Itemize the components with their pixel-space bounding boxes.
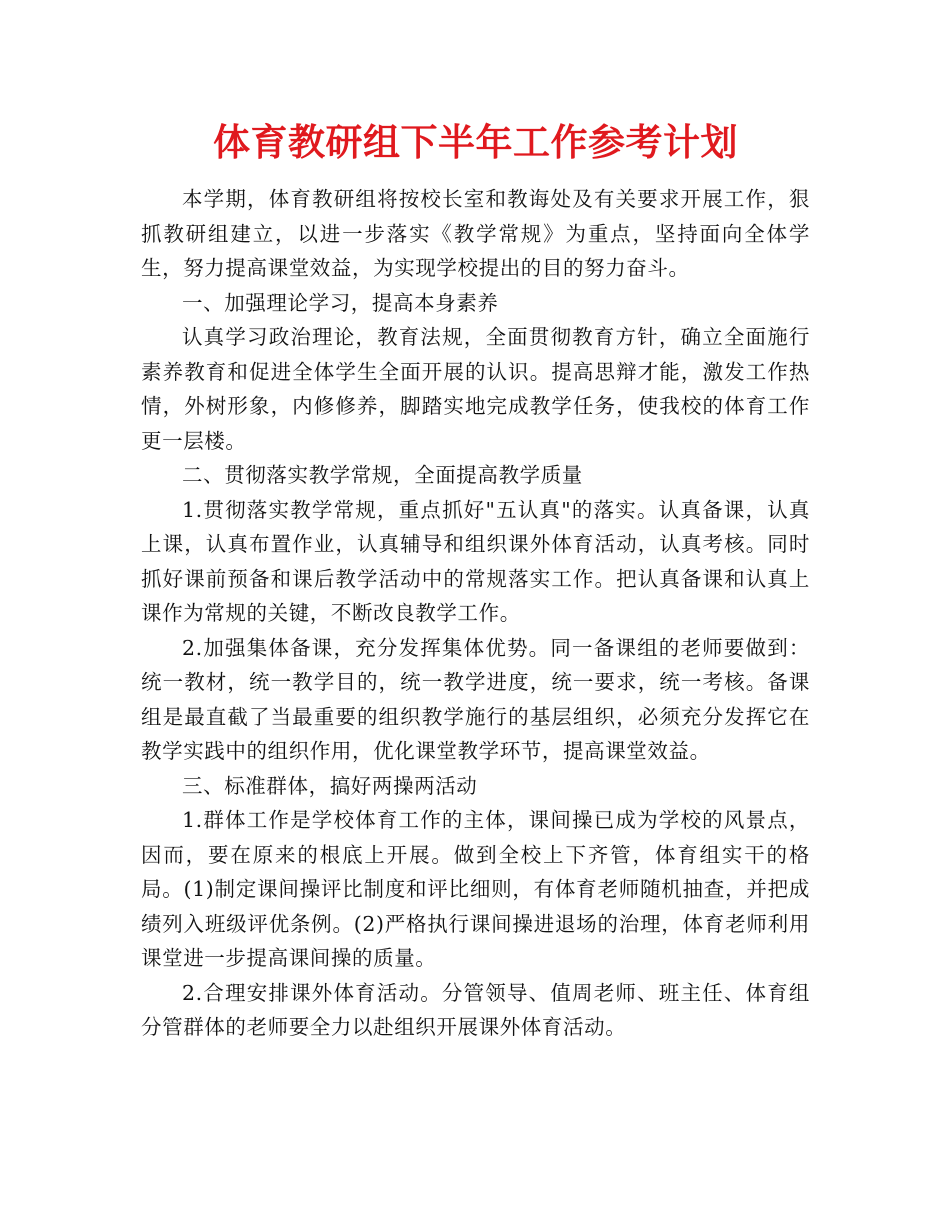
- paragraph-section-1: 认真学习政治理论，教育法规，全面贯彻教育方针，确立全面施行素养教育和促进全体学生全面开展的认识。提高思辩才能，激发工作热情，外树形象，内修修养，脚踏实地完成教学任务，使我校的体育工作更一层楼。: [141, 325, 810, 453]
- section-heading-2: 二、贯彻落实教学常规，全面提高教学质量: [182, 463, 583, 487]
- paragraph-section-3-item-2: 2.合理安排课外体育活动。分管领导、值周老师、班主任、体育组分管群体的老师要全力以赴组织开展课外体育活动。: [141, 980, 810, 1039]
- paragraph-section-2-item-1: 1.贯彻落实教学常规，重点抓好"五认真"的落实。认真备课，认真上课，认真布置作业，认真辅导和组织课外体育活动，认真考核。同时抓好课前预备和课后教学活动中的常规落实工作。把认真备课和认真上课作为常规的关键，不断改良教学工作。: [141, 497, 810, 625]
- section-heading-1: 一、加强理论学习，提高本身素养: [182, 290, 499, 315]
- document-body: [141, 182, 810, 1045]
- paragraph-section-3-item-1: 1.群体工作是学校体育工作的主体，课间操已成为学校的风景点，因而，要在原来的根底上开展。做到全校上下齐管，体育组实干的格局。(1)制定课间操评比制度和评比细则，有体育老师随机抽查，并把成绩列入班级评优条例。(2)严格执行课间操进退场的治理，体育老师利用课堂进一步提高课间操的质量。: [141, 808, 810, 970]
- paragraph-intro: 本学期，体育教研组将按校长室和教诲处及有关要求开展工作，狠抓教研组建立，以进一步落实《教学常规》为重点，坚持面向全体学生，努力提高课堂效益，为实现学校提出的目的努力奋斗。: [141, 187, 810, 280]
- document-title: 体育教研组下半年工作参考计划: [213, 121, 738, 164]
- paragraph-section-2-item-2: 2.加强集体备课，充分发挥集体优势。同一备课组的老师要做到：统一教材，统一教学目的，统一教学进度，统一要求，统一考核。备课组是最直截了当最重要的组织教学施行的基层组织，必须充分发挥它在教学实践中的组织作用，优化课堂教学环节，提高课堂效益。: [141, 635, 810, 763]
- section-heading-3: 三、标准群体，搞好两操两活动: [182, 773, 478, 798]
